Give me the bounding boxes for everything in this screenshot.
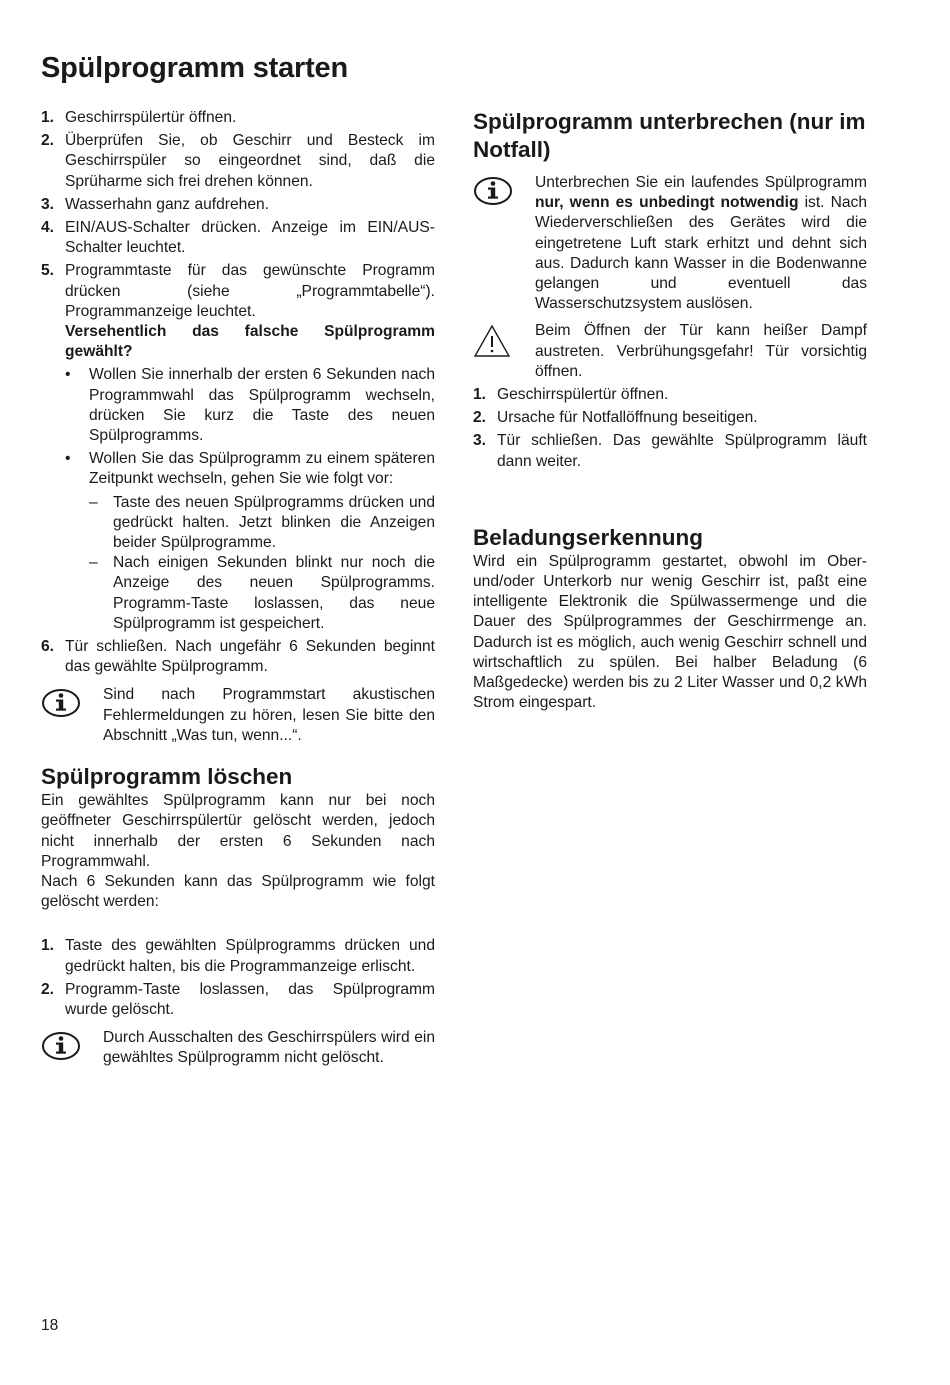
step-text: Tür schließen. Nach ungefähr 6 Sekunden beginnt das gewählte Spülprogramm.: [65, 638, 435, 676]
step-number: 2.: [41, 980, 55, 998]
wrong-program-heading: Versehentlich das falsche Spülprogramm gewählt?: [65, 323, 435, 361]
dash-mark: –: [89, 554, 98, 572]
bullet-item: [41, 449, 435, 489]
step-text: Geschirrspülertür öffnen.: [65, 109, 237, 126]
dash-text: Nach einigen Sekunden blinkt nur noch die Anzeige des neuen Spülprogramms. Programm-Taste loslassen, das neue Spülprogramm ist gespeichert.: [113, 554, 435, 632]
page-number: 18: [41, 1317, 59, 1334]
step-text: Programmtaste für das gewünschte Programm drücken (siehe „Programmtabelle“). Programmanzeige leuchtet.: [65, 262, 435, 320]
step-number: 6.: [41, 638, 55, 656]
note-text: Durch Ausschalten des Geschirrspülers wird ein gewähltes Spülprogramm nicht gelöscht.: [103, 1029, 435, 1067]
interrupt-step-3: [473, 431, 867, 471]
section-heading-load: Beladungserkennung: [473, 524, 704, 550]
dash-item: [41, 553, 435, 634]
warning-text: Beim Öffnen der Tür kann heißer Dampf austreten. Verbrühungsgefahr! Tür vorsichtig öffnen.: [535, 322, 867, 380]
delete-step-2: [41, 980, 435, 1020]
step-number: 5.: [41, 262, 55, 280]
step-text: Programm-Taste loslassen, das Spülprogramm wurde gelöscht.: [65, 980, 435, 1018]
warning-note: [473, 321, 867, 382]
step-number: 2.: [41, 132, 55, 150]
interrupt-step-2: [473, 408, 867, 428]
note-text: Unterbrechen Sie ein laufendes Spülprogramm: [535, 174, 867, 191]
info-note: [41, 685, 435, 746]
section-heading-delete: Spülprogramm löschen: [41, 764, 293, 790]
step-number: 3.: [473, 432, 487, 450]
dash-mark: –: [89, 493, 98, 511]
section-heading-interrupt: Spülprogramm unterbrechen (nur im Notfall): [473, 109, 866, 162]
delete-intro: Ein gewähltes Spülprogramm kann nur bei noch geöffneter Geschirrspülertür gelöscht werden, jedoch nicht innerhalb der ersten 6 Sekunden nach Programmwahl.: [41, 792, 435, 870]
warning-triangle-icon: [473, 324, 511, 364]
start-step-4: [41, 218, 435, 258]
bullet-text: Wollen Sie das Spülprogramm zu einem späteren Zeitpunkt wechseln, gehen Sie wie folgt vor:: [89, 450, 435, 488]
note-bold-text: nur, wenn es unbedingt notwendig: [535, 194, 799, 212]
step-number: 1.: [473, 386, 487, 404]
delete-step-1: [41, 936, 435, 976]
dash-text: Taste des neuen Spülprogramms drücken und gedrückt halten. Jetzt blinken die Anzeigen beider Spülprogramme.: [113, 493, 435, 552]
step-number: 2.: [473, 409, 487, 427]
step-text: Geschirrspülertür öffnen.: [497, 386, 669, 404]
load-text: Wird ein Spülprogramm gestartet, obwohl im Ober- und/oder Unterkorb nur wenig Geschirr ist, paßt eine intelligente Elektronik die Spülwassermenge und die Dauer des Spülprogrammes der Geschirrmenge an. Dadurch ist es möglich, auch wenig Geschirr schnell und wirtschaftlich zu spülen. Bei halber Beladung (6 Maßgedecke) werden bis zu 2 Liter Wasser und 0,2 kWh Strom eingespart.: [473, 552, 867, 712]
step-number: 3.: [41, 195, 55, 213]
step-text: Überprüfen Sie, ob Geschirr und Besteck im Geschirrspüler so eingeordnet sind, daß die Sprüharme sich frei drehen können.: [65, 132, 435, 190]
info-icon: [473, 176, 513, 212]
bullet-text: Wollen Sie innerhalb der ersten 6 Sekunden nach Programmwahl das Spülprogramm wechseln, drücken Sie kurz die Taste des neuen Spülprogramms.: [89, 366, 435, 445]
bullet-mark: •: [65, 366, 71, 384]
info-note: [473, 173, 867, 314]
info-note: [41, 1028, 435, 1068]
start-step-2: [41, 131, 435, 192]
step-number: 4.: [41, 219, 55, 237]
note-text-continued: ist. Nach Wiederverschließen des Gerätes wird die eingetretene Luft stark erhitzt und dehnt sich aus. Dadurch kann Wasser in die Bodenwanne gelangen und eventuell das Wasserschutzsystem auslösen.: [535, 194, 868, 313]
step-text: Ursache für Notfallöffnung beseitigen.: [497, 409, 758, 427]
note-text: Sind nach Programmstart akustischen Fehlermeldungen zu hören, lesen Sie bitte den Abschnitt „Was tun, wenn...“.: [103, 686, 435, 744]
delete-intro-2: Nach 6 Sekunden kann das Spülprogramm wie folgt gelöscht werden:: [41, 872, 435, 911]
left-column: [41, 108, 435, 1069]
step-number: 1.: [41, 937, 55, 955]
interrupt-step-1: [473, 385, 867, 405]
step-text: Taste des gewählten Spülprogramms drücken und gedrückt halten, bis die Programmanzeige erlischt.: [65, 937, 435, 975]
page-title: Spülprogramm starten: [41, 52, 348, 84]
step-text: Wasserhahn ganz aufdrehen.: [65, 195, 270, 213]
step-number: 1.: [41, 109, 55, 126]
right-column: [473, 108, 867, 713]
bullet-mark: •: [65, 450, 71, 468]
step-text: EIN/AUS-Schalter drücken. Anzeige im EIN/AUS-Schalter leuchtet.: [65, 219, 435, 257]
step-text: Tür schließen. Das gewählte Spülprogramm läuft dann weiter.: [497, 432, 867, 470]
start-step-5: [41, 261, 435, 322]
start-step-1: [41, 108, 435, 128]
info-icon: [41, 1031, 81, 1067]
start-step-3: [41, 195, 435, 215]
info-icon: [41, 688, 81, 724]
bullet-item: [41, 365, 435, 446]
dash-item: [41, 493, 435, 554]
start-step-6: [41, 637, 435, 677]
